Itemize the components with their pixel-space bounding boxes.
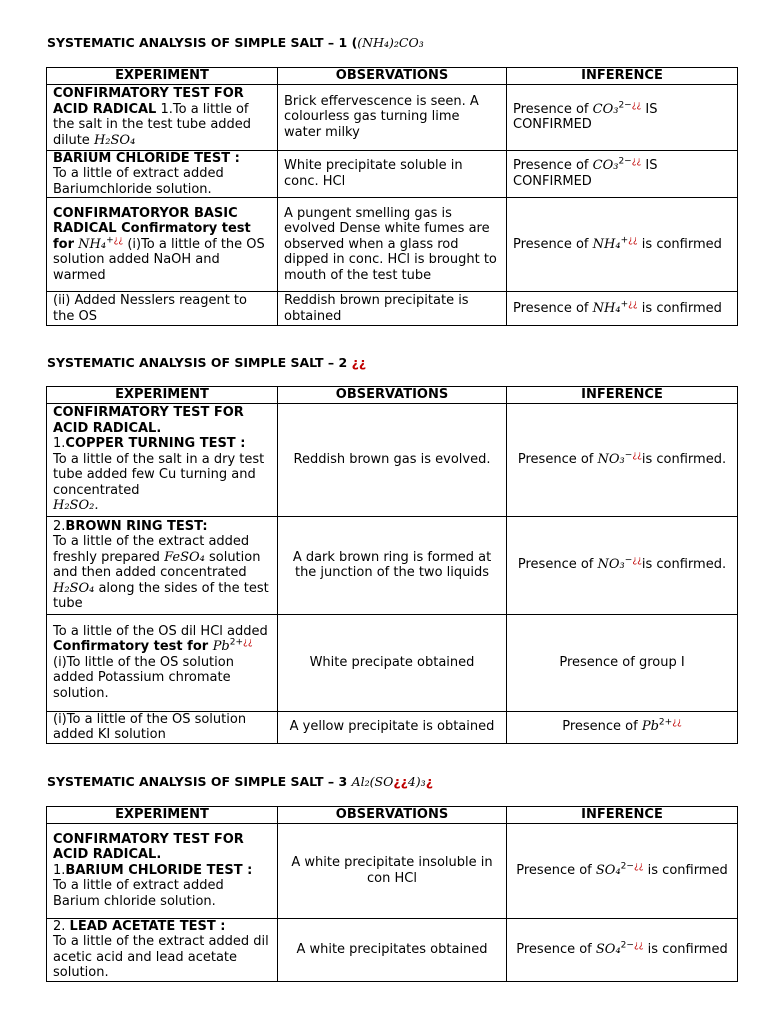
- inference-cell: Presence of CO₃$^{2-¿¿}$ IS CONFIRMED: [507, 150, 738, 198]
- header-observations: OBSERVATIONS: [278, 387, 507, 404]
- header-experiment: EXPERIMENT: [47, 387, 278, 404]
- table-row: [47, 711, 738, 743]
- experiment-cell: 2. LEAD ACETATE TEST : To a little of the extract added dil acetic acid and lead acetate solution.: [47, 918, 278, 981]
- inference-cell: Presence of SO₄$^{2-¿¿}$ is confirmed: [507, 823, 738, 918]
- table-header-row: [47, 807, 738, 824]
- salt2-table: [46, 386, 738, 744]
- table-row: [47, 918, 738, 981]
- table-row: [47, 150, 738, 198]
- inference-cell: Presence of group I: [507, 614, 738, 711]
- header-observations: OBSERVATIONS: [278, 807, 507, 824]
- salt1-table: [46, 67, 738, 326]
- observation-cell: A white precipitate insoluble in con HCl: [278, 823, 507, 918]
- header-inference: INFERENCE: [507, 68, 738, 85]
- inference-cell: Presence of NH₄+¿¿ is confirmed: [507, 292, 738, 326]
- header-experiment: EXPERIMENT: [47, 807, 278, 824]
- observation-cell: Reddish brown gas is evolved.: [278, 403, 507, 516]
- observation-cell: White precipitate soluble in conc. HCl: [278, 150, 507, 198]
- inference-cell: Presence of CO₃$^{2-¿¿}$ IS CONFIRMED: [507, 84, 738, 150]
- header-experiment: EXPERIMENT: [47, 68, 278, 85]
- table-header-row: [47, 387, 738, 404]
- observation-cell: A dark brown ring is formed at the junction of the two liquids: [278, 516, 507, 614]
- table-header-row: [47, 68, 738, 85]
- table-row: [47, 84, 738, 150]
- table-row: [47, 198, 738, 292]
- header-observations: OBSERVATIONS: [278, 68, 507, 85]
- header-inference: INFERENCE: [507, 387, 738, 404]
- table-row: [47, 403, 738, 516]
- inference-cell: Presence of $Pb^{2+¿¿}$: [507, 711, 738, 743]
- observation-cell: White precipate obtained: [278, 614, 507, 711]
- observation-cell: A yellow precipitate is obtained: [278, 711, 507, 743]
- experiment-cell: BARIUM CHLORIDE TEST : To a little of extract added Bariumchloride solution.: [47, 150, 278, 198]
- experiment-cell: To a little of the OS dil HCl added Confirmatory test for $Pb^{2+¿¿}$ (i)To little of the OS solution added Potassium chromate solution.: [47, 614, 278, 711]
- salt1-formula: (NH₄)₂CO₃: [357, 35, 424, 50]
- experiment-cell: CONFIRMATORY TEST FOR ACID RADICAL. 1.COPPER TURNING TEST : To a little of the salt in a dry test tube added few Cu turning and concentrated H₂SO₂.: [47, 403, 278, 516]
- inference-cell: Presence of SO₄$^{2-¿¿}$ is confirmed: [507, 918, 738, 981]
- observation-cell: A pungent smelling gas is evolved Dense white fumes are observed when a glass rod dipped in conc. HCl is brought to mouth of the test tube: [278, 198, 507, 292]
- observation-cell: Brick effervescence is seen. A colourless gas turning lime water milky: [278, 84, 507, 150]
- experiment-cell: CONFIRMATORY TEST FOR ACID RADICAL 1.To a little of the salt in the test tube added dilute H₂SO₄: [47, 84, 278, 150]
- experiment-cell: (ii) Added Nesslers reagent to the OS: [47, 292, 278, 326]
- experiment-cell: CONFIRMATORY TEST FOR ACID RADICAL. 1.BARIUM CHLORIDE TEST : To a little of extract added Barium chloride solution.: [47, 823, 278, 918]
- salt3-heading: SYSTEMATIC ANALYSIS OF SIMPLE SALT – 3 Al₂(SO¿¿4)₃¿: [47, 774, 433, 789]
- inference-cell: Presence of NO₃−¿¿is confirmed.: [507, 403, 738, 516]
- table-row: [47, 614, 738, 711]
- table-row: [47, 516, 738, 614]
- observation-cell: Reddish brown precipitate is obtained: [278, 292, 507, 326]
- inference-cell: Presence of NH₄+¿¿ is confirmed: [507, 198, 738, 292]
- salt3-table: [46, 806, 738, 982]
- table-row: [47, 292, 738, 326]
- experiment-cell: 2.BROWN RING TEST: To a little of the extract added freshly prepared FeSO₄ solution and then added concentrated H₂SO₄ along the sides of the test tube: [47, 516, 278, 614]
- observation-cell: A white precipitates obtained: [278, 918, 507, 981]
- table-row: [47, 823, 738, 918]
- inference-cell: Presence of NO₃−¿¿is confirmed.: [507, 516, 738, 614]
- salt1-heading: SYSTEMATIC ANALYSIS OF SIMPLE SALT – 1 ((NH₄)₂CO₃: [47, 35, 424, 50]
- experiment-cell: (i)To a little of the OS solution added KI solution: [47, 711, 278, 743]
- header-inference: INFERENCE: [507, 807, 738, 824]
- experiment-cell: CONFIRMATORYOR BASIC RADICAL Confirmatory test for NH₄+¿¿ (i)To a little of the OS solution added NaOH and warmed: [47, 198, 278, 292]
- salt2-heading: SYSTEMATIC ANALYSIS OF SIMPLE SALT – 2 ¿¿: [47, 355, 367, 370]
